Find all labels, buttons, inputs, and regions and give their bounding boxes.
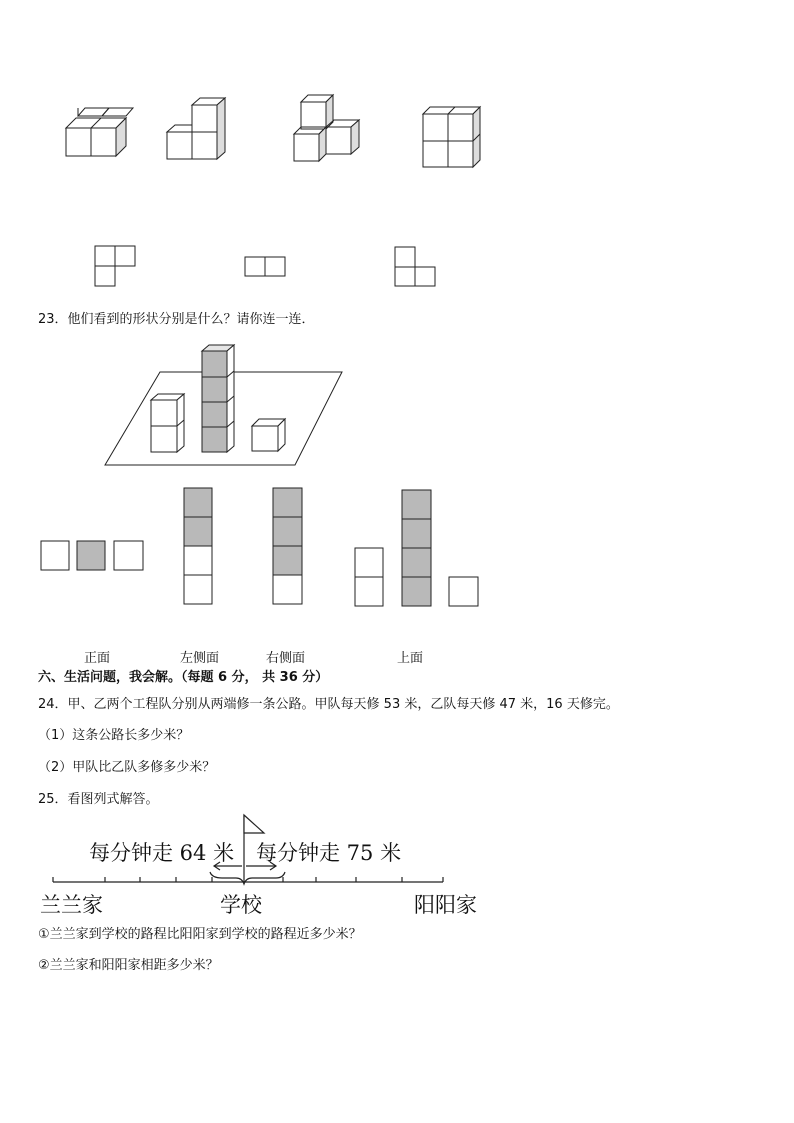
question-25-sub-1: ①兰兰家到学校的路程比阳阳家到学校的路程近多少米？: [38, 927, 362, 942]
cube-figure-2: [167, 98, 225, 159]
question-23-text: 23．他们看到的形状分别是什么？请你连一连．: [38, 312, 315, 327]
flat-view-2: [245, 257, 285, 276]
question-25-text: 25．看图列式解答。: [38, 792, 159, 807]
view-label-front: 正面: [84, 651, 111, 666]
place-yangyang-home: 阳阳家: [414, 893, 477, 917]
flat-view-3: [395, 247, 435, 286]
cube-figure-3: [294, 95, 359, 161]
q23-cube-platform: [0, 340, 794, 480]
section-6-title: 六、生活问题，我会解。（每题 6 分， 共 36 分）: [38, 670, 329, 685]
right-speed-label: 每分钟走 75 米: [256, 841, 402, 865]
cube-figure-4: [423, 107, 480, 167]
question-24-sub-2: （2）甲队比乙队多修多少米？: [38, 760, 216, 775]
question-24-text: 24．甲、乙两个工程队分别从两端修一条公路。甲队每天修 53 米，乙队每天修 47 米，16 天修完。: [38, 697, 619, 712]
question-25-sub-2: ②兰兰家和阳阳家相距多少米？: [38, 958, 219, 973]
cube-figures-top: [0, 0, 794, 300]
place-school: 学校: [220, 893, 262, 917]
view-label-left-side: 左侧面: [180, 651, 220, 666]
flag: [244, 815, 264, 833]
view-label-top: 上面: [397, 651, 424, 666]
cube-figure-1: [66, 108, 133, 156]
view-label-right-side: 右侧面: [266, 651, 306, 666]
flat-view-1: [95, 246, 135, 286]
left-speed-label: 每分钟走 64 米: [89, 841, 235, 865]
place-lanlan-home: 兰兰家: [40, 893, 103, 917]
q23-view-options: [0, 485, 794, 615]
question-24-sub-1: （1）这条公路长多少米？: [38, 728, 190, 743]
